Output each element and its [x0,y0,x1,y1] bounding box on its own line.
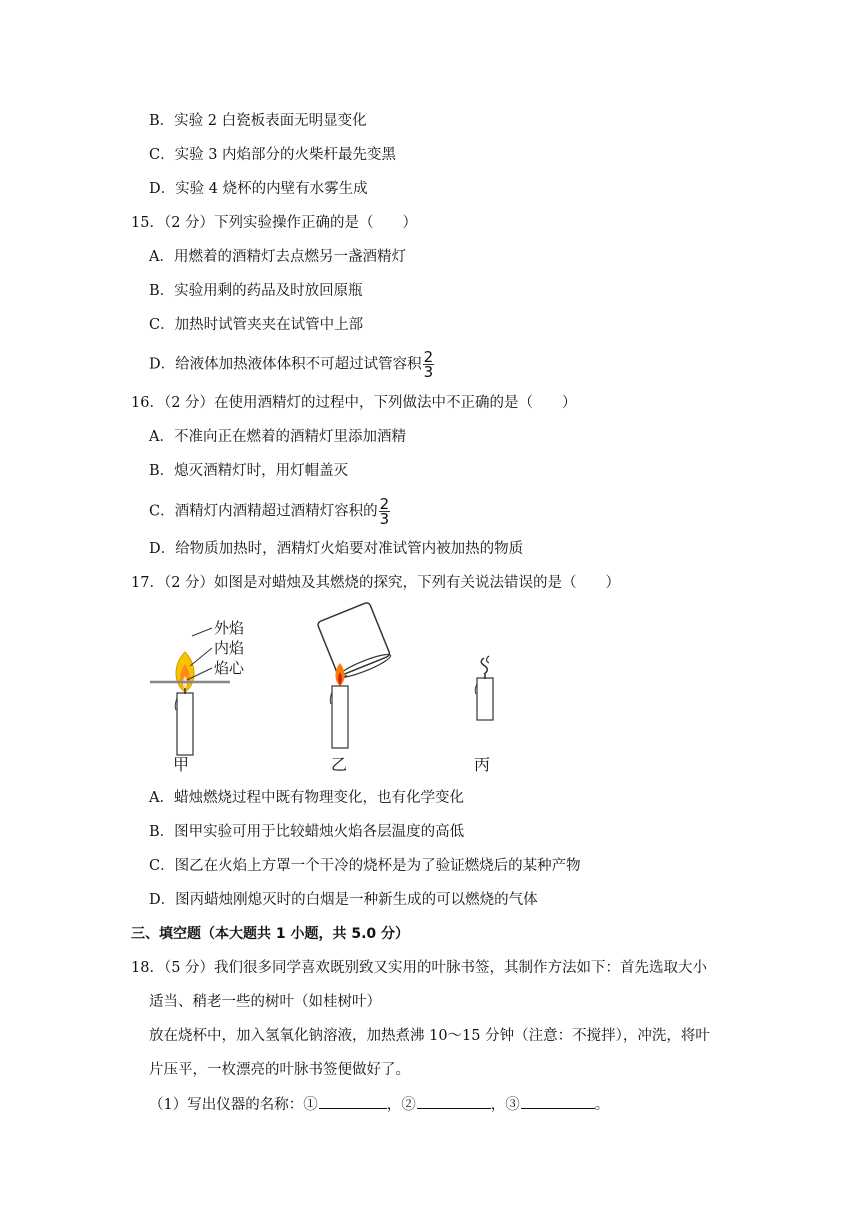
blank-marker-2: ② [401,1097,416,1113]
fraction-numerator: 2 [423,348,434,366]
caption-yi: 乙 [331,755,348,774]
q17-option-a: A．蜡烛燃烧过程中既有物理变化，也有化学变化 [149,790,464,806]
fraction [379,497,391,526]
q16-option-b: B．熄灭酒精灯时，用灯帽盖灭 [149,463,349,479]
q16-option-c [149,497,390,526]
q15-option-a: A．用燃着的酒精灯去点燃另一盏酒精灯 [149,249,406,265]
answer-blank-2[interactable] [417,1094,491,1109]
flame-label-core: 焰心 [214,659,245,677]
candle-yi [314,602,392,748]
q15-stem: 15．（2 分）下列实验操作正确的是（ ） [131,215,418,231]
separator: ， [386,1097,402,1113]
period: 。 [594,1097,610,1113]
q17-option-c: C．图乙在火焰上方罩一个干冷的烧杯是为了验证燃烧后的某种产物 [149,858,581,874]
q14-option-d: D．实验 4 烧杯的内壁有水雾生成 [149,181,368,197]
flame-label-inner: 内焰 [214,639,245,657]
q15-option-c: C．加热时试管夹夹在试管中上部 [149,317,364,333]
fraction-denominator: 3 [379,510,390,528]
answer-blank-1[interactable] [319,1094,387,1109]
caption-bing: 丙 [474,755,491,774]
flame-label-outer: 外焰 [214,619,245,637]
q15-option-b: B．实验用剩的药品及时放回原瓶 [149,283,363,299]
q18-line-4: 片压平，一枚漂亮的叶脉书签便做好了。 [149,1062,410,1078]
candle-jia [150,619,245,755]
candle-figure [140,600,520,780]
q18-line-2: 适当、稍老一些的树叶（如桂树叶） [149,994,381,1010]
answer-blank-3[interactable] [521,1094,595,1109]
q17-option-b: B．图甲实验可用于比较蜡烛火焰各层温度的高低 [149,824,465,840]
separator: ， [490,1097,506,1113]
q14-option-b: B．实验 2 白瓷板表面无明显变化 [149,113,367,129]
q14-option-c: C．实验 3 内焰部分的火柴杆最先变黑 [149,147,397,163]
fraction-numerator: 2 [379,495,390,513]
fraction-denominator: 3 [423,363,434,381]
candle-bing [475,656,493,720]
q18-sub-1 [149,1094,609,1115]
section-title: 三、填空题（本大题共 1 小题，共 5.0 分） [131,926,410,942]
q18-line-3: 放在烧杯中，加入氢氧化钠溶液，加热煮沸 10～15 分钟（注意：不搅拌），冲洗，将叶 [149,1028,710,1044]
q16-option-c-text: C．酒精灯内酒精超过酒精灯容积的 [149,503,378,520]
blank-marker-3: ③ [505,1097,520,1113]
q15-option-d [149,350,434,379]
fraction [423,350,435,379]
q17-option-d: D．图丙蜡烛刚熄灭时的白烟是一种新生成的可以燃烧的气体 [149,892,538,908]
q18-line-1: 18．（5 分）我们很多同学喜欢既别致又实用的叶脉书签，其制作方法如下：首先选取大小 [131,960,708,976]
q16-option-d: D．给物质加热时，酒精灯火焰要对准试管内被加热的物质 [149,541,524,557]
q16-option-a: A．不准向正在燃着的酒精灯里添加酒精 [149,429,406,445]
q17-stem: 17．（2 分）如图是对蜡烛及其燃烧的探究，下列有关说法错误的是（ ） [131,575,621,591]
blank-marker-1: ① [303,1097,318,1113]
q15-option-d-text: D．给液体加热液体体积不可超过试管容积 [149,356,422,373]
caption-jia: 甲 [173,755,190,774]
q18-sub-1-prefix: （1）写出仪器的名称： [149,1097,304,1113]
q16-stem: 16．（2 分）在使用酒精灯的过程中，下列做法中不正确的是（ ） [131,395,577,411]
